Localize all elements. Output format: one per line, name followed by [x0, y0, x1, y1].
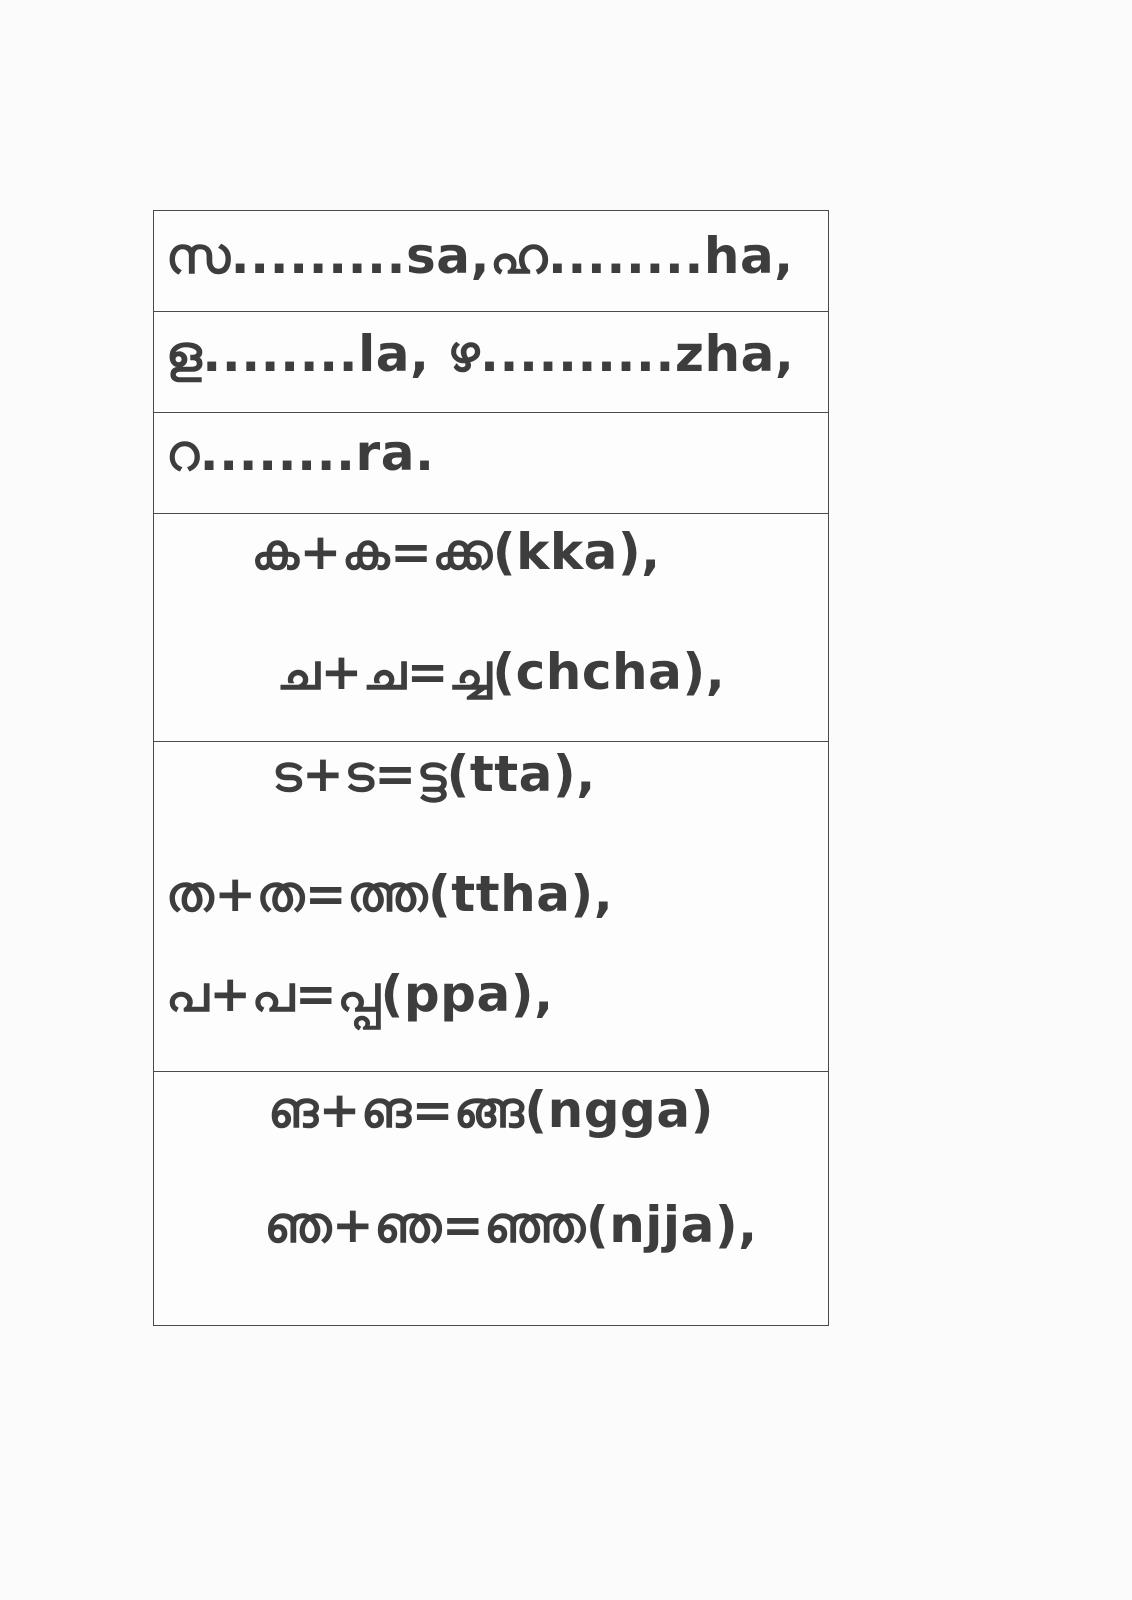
- conjunct-line: ത+ത=ത്ത(ttha),: [166, 865, 614, 923]
- conjunct-line: പ+പ=പ്പ(ppa),: [166, 965, 554, 1023]
- table-row: [154, 514, 828, 742]
- alphabet-table: [153, 210, 829, 1326]
- conjunct-line: ട+ട=ട്ട(tta),: [272, 745, 596, 803]
- table-row: [154, 211, 828, 312]
- letter-line: റ........ra.: [166, 424, 435, 482]
- table-row: [154, 1072, 828, 1327]
- table-row: [154, 312, 828, 413]
- conjunct-line: ച+ച=ച്ച(chcha),: [276, 643, 726, 701]
- conjunct-line: ക+ക=ക്ക(kka),: [251, 523, 661, 581]
- conjunct-line: ങ+ങ=ങ്ങ(ngga): [268, 1081, 714, 1139]
- letter-line: ള........la, ഴ..........zha,: [166, 325, 795, 383]
- table-row: [154, 742, 828, 1072]
- conjunct-line: ഞ+ഞ=ഞ്ഞ(njja),: [264, 1196, 758, 1254]
- table-row: [154, 413, 828, 514]
- letter-line: സ.........sa,ഹ........ha,: [166, 227, 794, 285]
